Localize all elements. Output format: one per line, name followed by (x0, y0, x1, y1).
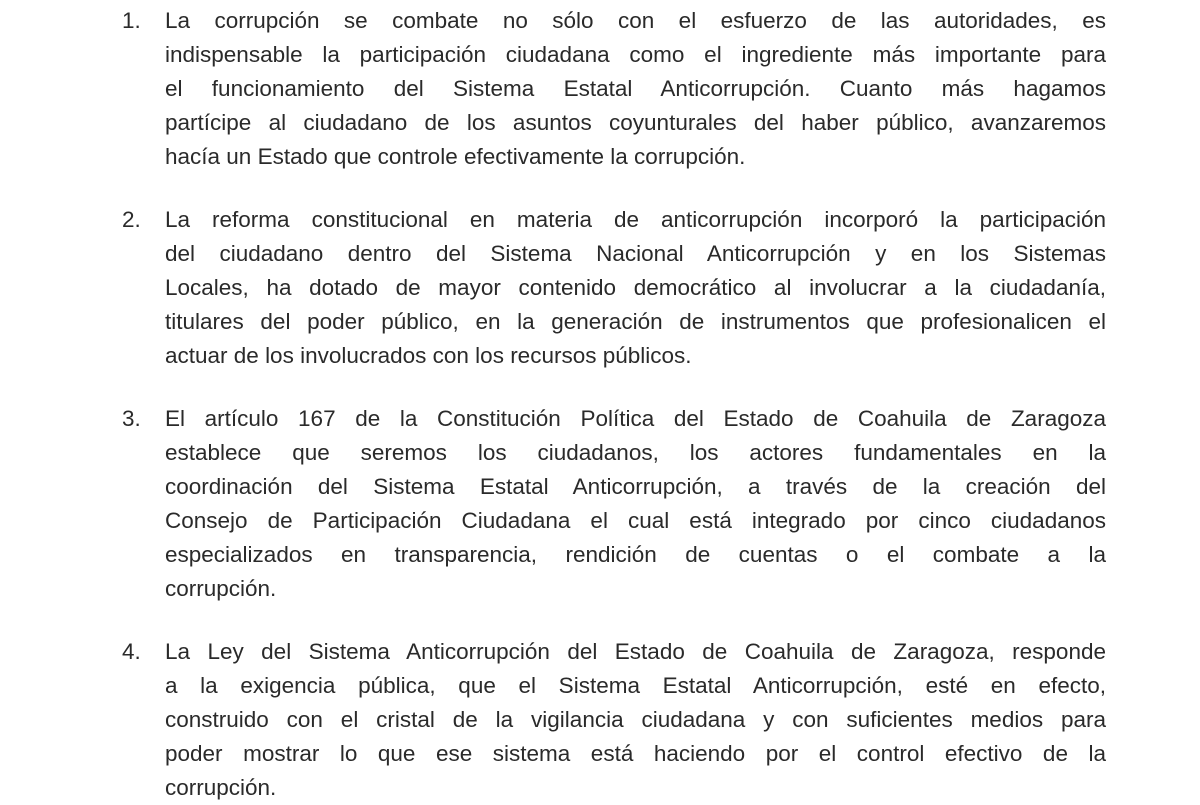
text-line: La corrupción se combate no sólo con el esfuerzo de las autoridades, es (165, 8, 1106, 33)
text-line: a la exigencia pública, que el Sistema Estatal Anticorrupción, esté en efecto, (165, 673, 1106, 698)
text-line: hacía un Estado que controle efectivamente la corrupción. (165, 144, 746, 169)
text-line: partícipe al ciudadano de los asuntos coyunturales del haber público, avanzaremos (165, 110, 1106, 135)
text-line: corrupción. (165, 576, 277, 601)
item-number: 3. (122, 406, 141, 431)
text-line: titulares del poder público, en la generación de instrumentos que profesionalicen el (165, 309, 1106, 334)
text-line: establece que seremos los ciudadanos, los actores fundamentales en la (165, 440, 1106, 465)
item-text (165, 402, 1106, 606)
text-line: el funcionamiento del Sistema Estatal Anticorrupción. Cuanto más hagamos (165, 76, 1106, 101)
item-text (165, 203, 1106, 373)
item-text (165, 4, 1106, 174)
item-number: 4. (122, 639, 141, 664)
text-line: coordinación del Sistema Estatal Anticorrupción, a través de la creación del (165, 474, 1106, 499)
text-line: indispensable la participación ciudadana como el ingrediente más importante para (165, 42, 1106, 67)
text-line: actuar de los involucrados con los recursos públicos. (165, 343, 692, 368)
text-line: corrupción. (165, 775, 277, 800)
text-line: El artículo 167 de la Constitución Política del Estado de Coahuila de Zaragoza (165, 406, 1106, 431)
text-line: especializados en transparencia, rendición de cuentas o el combate a la (165, 542, 1106, 567)
text-line: del ciudadano dentro del Sistema Nacional Anticorrupción y en los Sistemas (165, 241, 1106, 266)
item-text (165, 635, 1106, 805)
text-line: poder mostrar lo que ese sistema está haciendo por el control efectivo de la (165, 741, 1106, 766)
item-number: 1. (122, 8, 141, 33)
text-line: Consejo de Participación Ciudadana el cual está integrado por cinco ciudadanos (165, 508, 1106, 533)
text-line: La Ley del Sistema Anticorrupción del Estado de Coahuila de Zaragoza, responde (165, 639, 1106, 664)
text-line: construido con el cristal de la vigilancia ciudadana y con suficientes medios para (165, 707, 1106, 732)
text-line: Locales, ha dotado de mayor contenido democrático al involucrar a la ciudadanía, (165, 275, 1106, 300)
item-number: 2. (122, 207, 141, 232)
text-line: La reforma constitucional en materia de anticorrupción incorporó la participación (165, 207, 1106, 232)
